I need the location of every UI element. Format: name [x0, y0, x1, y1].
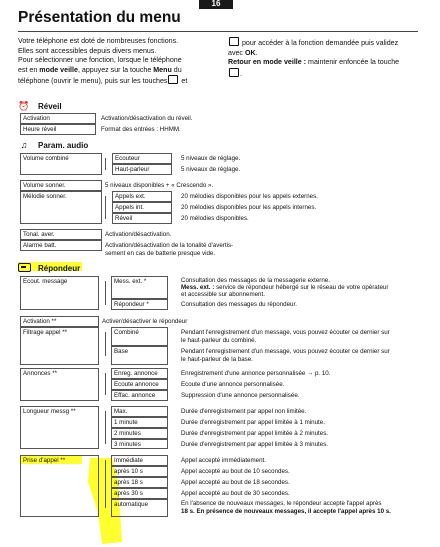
intro-line: maintenir enfoncée la touche	[306, 58, 400, 67]
submenu-label: après 30 s	[114, 490, 143, 497]
answering-machine-icon	[18, 263, 30, 274]
submenu-desc: Ecoute d'une annonce personnalisée.	[181, 381, 285, 388]
menu-item-label: Mélodie sonner.	[23, 193, 67, 200]
submenu-desc: Appel accepté au bout de 10 secondes.	[181, 468, 290, 475]
submenu-desc: Appel accepté au bout de 30 secondes.	[181, 490, 290, 497]
connector	[105, 196, 106, 219]
submenu-desc: 5 niveaux de réglage.	[181, 166, 241, 173]
menu-item-label: Tonal. aver.	[23, 231, 55, 238]
menu-item-label: Volume sonner.	[23, 182, 66, 189]
submenu-desc: Consultation des messages de la messagerie externe.	[181, 277, 330, 284]
submenu-label: Effac. annonce	[114, 392, 156, 399]
intro-line: Elles sont accessibles depuis divers menus.	[18, 46, 157, 55]
submenu-desc: service de répondeur hébergé sur le réseau de votre opérateur	[214, 284, 389, 291]
submenu-label: Base	[114, 348, 129, 355]
submenu-label: Mess. ext. *	[114, 278, 147, 285]
submenu-label: après 18 s	[114, 479, 143, 486]
menu-item-label: Heure réveil	[23, 126, 57, 133]
section-audio	[18, 140, 88, 150]
submenu-label: Enreg. annonce	[114, 370, 158, 377]
submenu-label: Appels ext.	[115, 193, 146, 200]
connector	[105, 332, 106, 356]
menu-item	[20, 455, 99, 517]
submenu-desc: Enregistrement d'une annonce personnalisée → p. 10.	[181, 370, 331, 377]
connector	[105, 373, 106, 395]
submenu-desc: et accessible sur abonnement.	[181, 291, 265, 298]
menu-item-label: Volume combiné	[23, 155, 69, 162]
submenu-label: automatique	[114, 501, 149, 508]
intro-line: , appuyez sur la touche	[77, 65, 154, 74]
submenu-desc: Appel accepté au bout de 18 secondes.	[181, 479, 290, 486]
submenu-desc: 18 s. En présence de nouveaux messages, il accepte l'appel après 10 s.	[181, 508, 391, 515]
submenu-label: Appels int.	[115, 204, 144, 211]
intro-bold: Menu	[153, 65, 172, 74]
page-title: Présentation du menu	[18, 9, 181, 26]
intro-line: Votre téléphone est doté de nombreuses fonctions.	[18, 37, 179, 45]
submenu-desc: 20 mélodies disponibles pour les appels externes.	[181, 193, 318, 200]
submenu-label: Max.	[114, 408, 128, 415]
section-repondeur	[18, 263, 80, 274]
menu-item-desc: Activation/désactivation du réveil.	[101, 115, 193, 122]
menu-item-label: Activation	[23, 115, 50, 122]
menu-item-desc: Activation/désactivation.	[105, 231, 172, 238]
menu-item-label: Alarme batt.	[23, 242, 57, 249]
connector	[105, 158, 106, 170]
intro-line: et	[179, 77, 188, 86]
intro-left	[18, 37, 218, 87]
submenu-label: 3 minutes	[114, 441, 141, 448]
submenu-desc: Appel accepté immédiatement.	[181, 457, 266, 464]
end-key-icon	[229, 68, 239, 77]
submenu-desc: Durée d'enregistrement par appel limitée à 3 minutes.	[181, 441, 329, 448]
section-reveil	[18, 101, 62, 112]
menu-item-label: Filtrage appel **	[23, 329, 68, 336]
menu-item-desc: Activation/désactivation de la tonalité d'avertis-	[105, 242, 234, 249]
section-title: Réveil	[38, 102, 62, 111]
submenu-desc-bold: Mess. ext. :	[181, 284, 215, 291]
connector	[105, 281, 106, 305]
submenu-desc: Consultation des messages du répondeur.	[181, 301, 297, 308]
submenu-label: 1 minute	[114, 419, 138, 426]
submenu-label: Ecouteur	[115, 155, 140, 162]
submenu-label: Immédiate	[114, 457, 143, 464]
submenu-label: après 10 s	[114, 468, 143, 475]
menu-item-label: Annonces **	[23, 370, 58, 377]
intro-line: téléphone (ouvrir le menu), puis sur les touches	[18, 77, 168, 86]
menu-item-desc: sement en cas de batterie presque vide.	[105, 250, 216, 257]
submenu-desc: 5 niveaux de réglage.	[181, 155, 241, 162]
connector	[105, 411, 106, 444]
intro-line: du	[171, 65, 182, 74]
submenu-label: 2 minutes	[114, 430, 141, 437]
page-number-tab: 16	[199, 0, 233, 9]
submenu-desc: 20 mélodies disponibles.	[181, 215, 249, 222]
alarm-clock-icon: ⏰	[18, 101, 30, 111]
menu-item-desc: Activer/désactiver le répondeur	[102, 318, 188, 325]
intro-line: avec	[228, 48, 245, 57]
intro-line: est en	[18, 65, 40, 74]
menu-item-label: Prise d'appel **	[23, 457, 66, 464]
nav-key-icon	[168, 75, 178, 84]
intro-line: pour accéder à la fonction demandée puis validez	[240, 39, 399, 47]
intro-bold: Retour en mode veille :	[228, 58, 307, 67]
submenu-desc: le haut-parleur du combiné.	[181, 337, 257, 344]
music-note-icon: ♫	[20, 140, 28, 150]
submenu-desc: 20 mélodies disponibles pour les appels internes.	[181, 204, 317, 211]
intro-line: Pour sélectionner une fonction, lorsque le téléphone	[18, 56, 182, 65]
intro-right: pour accéder à la fonction demandée puis validez avec OK. Retour en mode veille : maintenir enfoncée la touche .	[228, 39, 400, 78]
submenu-desc: En l'absence de nouveaux messages, le répondeur accepte l'appel après	[181, 500, 382, 507]
submenu-label: Haut-parleur	[115, 166, 150, 173]
title-rule	[18, 31, 418, 32]
connector	[105, 460, 106, 508]
submenu-label: Ecoute annonce	[114, 381, 159, 388]
menu-item-label: Activation **	[23, 318, 57, 325]
submenu-label: Répondeur *	[114, 301, 149, 308]
menu-item-label: Ecout. message	[23, 278, 68, 285]
submenu-label: Réveil	[115, 215, 133, 222]
intro-bold: mode veille	[39, 65, 78, 74]
section-title: Param. audio	[38, 140, 89, 150]
submenu-desc: le haut-parleur de la base.	[181, 356, 253, 363]
submenu-desc: Pendant l'enregistrement d'un message, vous pouvez écouter ce dernier sur	[181, 329, 390, 336]
intro-bold: OK	[244, 48, 256, 57]
section-title: Répondeur	[38, 264, 81, 273]
submenu-desc: Durée d'enregistrement par appel limitée à 1 minute.	[181, 419, 325, 426]
submenu-desc: Durée d'enregistrement par appel non limitée.	[181, 408, 307, 415]
nav-key-icon	[229, 37, 239, 46]
submenu-desc: Pendant l'enregistrement d'un message, vous pouvez écouter ce dernier sur	[181, 348, 390, 355]
menu-item-label: Longueur messg **	[23, 408, 76, 415]
submenu-desc: Durée d'enregistrement par appel limitée à 2 minutes.	[181, 430, 329, 437]
submenu-desc: Suppression d'une annonce personnalisée.	[181, 392, 300, 399]
menu-item-desc: 5 niveaux disponibles + « Crescendo ».	[105, 182, 214, 189]
menu-item-desc: Format des entrées : HHMM.	[101, 126, 181, 133]
submenu-label: Combiné	[114, 329, 139, 336]
